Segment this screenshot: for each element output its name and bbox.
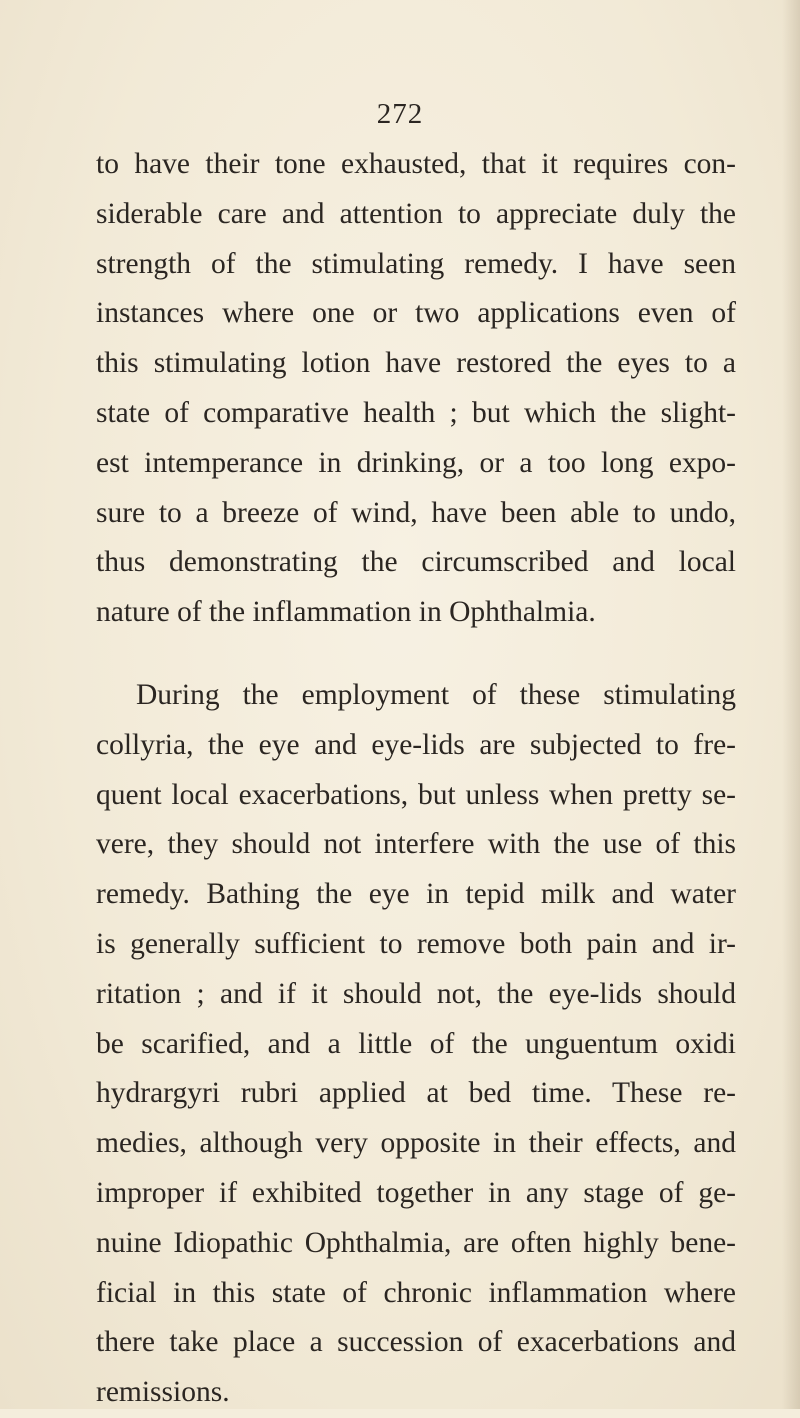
text-line: there take place a succession of exacerbations and — [96, 1326, 736, 1359]
text-line: ritation ; and if it should not, the eye-lids should — [96, 977, 736, 1010]
text-line: state of comparative health ; but which the slight- — [96, 396, 736, 429]
text-line: sure to a breeze of wind, have been able to undo, — [96, 496, 736, 529]
text-line: be scarified, and a little of the unguentum oxidi — [96, 1027, 736, 1060]
paragraph — [96, 140, 736, 638]
paragraph — [96, 671, 736, 1418]
text-line: this stimulating lotion have restored the eyes to a — [96, 347, 736, 380]
text-line: remissions. — [96, 1376, 230, 1409]
text-line: thus demonstrating the circumscribed and local — [96, 546, 736, 579]
text-line: nature of the inflammation in Ophthalmia. — [96, 596, 596, 629]
paragraph-gap — [96, 638, 736, 671]
text-line: quent local exacerbations, but unless when pretty se- — [96, 778, 736, 811]
text-line: hydrargyri rubri applied at bed time. These re- — [96, 1077, 736, 1110]
page-edge-shadow — [782, 0, 800, 1409]
text-line: nuine Idiopathic Ophthalmia, are often highly bene- — [96, 1226, 736, 1259]
text-line: vere, they should not interfere with the use of this — [96, 828, 736, 861]
text-line: collyria, the eye and eye-lids are subjected to fre- — [96, 728, 736, 761]
text-line: medies, although very opposite in their effects, and — [96, 1127, 736, 1160]
page-number: 272 — [376, 98, 424, 130]
body-text — [96, 140, 736, 1418]
text-line: est intemperance in drinking, or a too long expo- — [96, 446, 736, 479]
text-line: instances where one or two applications even of — [96, 297, 736, 330]
text-line: improper if exhibited together in any stage of ge- — [96, 1176, 736, 1209]
text-line: ficial in this state of chronic inflammation where — [96, 1276, 736, 1309]
text-line: During the employment of these stimulating — [136, 678, 736, 711]
text-line: siderable care and attention to appreciate duly the — [96, 197, 736, 230]
text-line: to have their tone exhausted, that it requires con- — [96, 148, 736, 180]
text-line: is generally sufficient to remove both pain and ir- — [96, 927, 736, 960]
text-line: strength of the stimulating remedy. I have seen — [96, 247, 736, 280]
text-line: remedy. Bathing the eye in tepid milk and water — [96, 878, 736, 911]
